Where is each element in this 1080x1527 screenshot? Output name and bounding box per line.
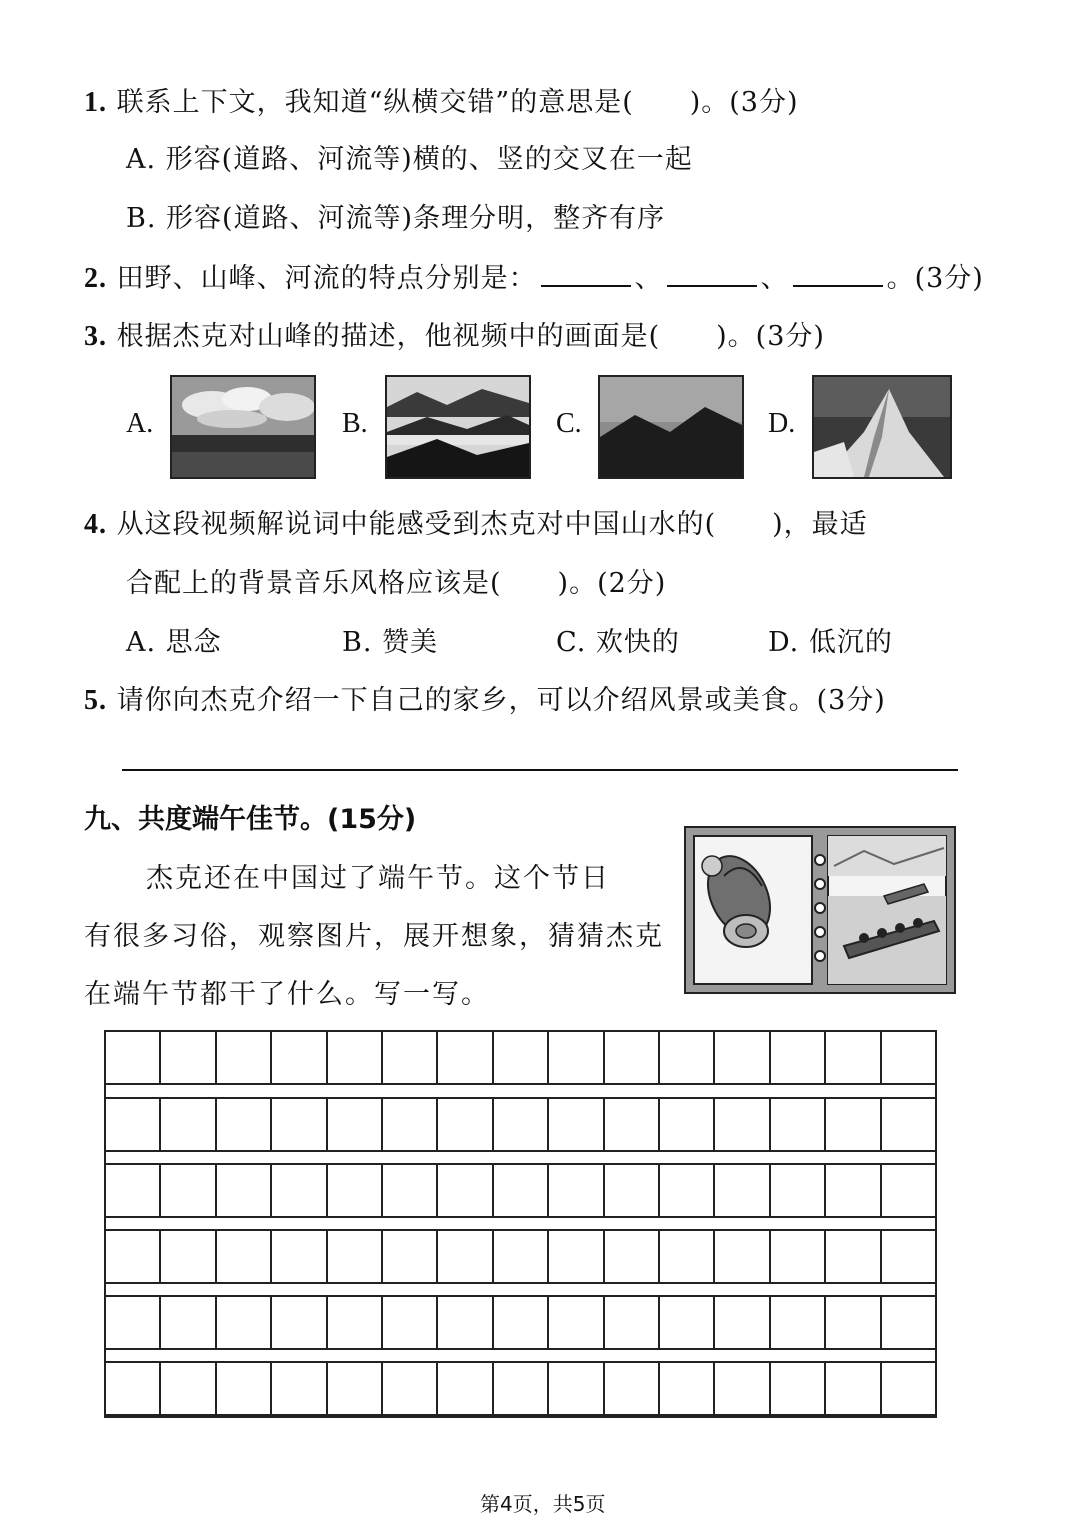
grid-cell[interactable] — [882, 1165, 935, 1216]
grid-cell[interactable] — [771, 1032, 826, 1083]
grid-cell[interactable] — [882, 1363, 935, 1414]
question-4-option-d: D. 低沉的 — [768, 627, 893, 658]
grid-cell[interactable] — [383, 1165, 438, 1216]
grid-cell[interactable] — [882, 1231, 935, 1282]
grid-cell[interactable] — [826, 1231, 881, 1282]
grid-cell[interactable] — [272, 1032, 327, 1083]
grid-cell[interactable] — [438, 1363, 493, 1414]
grid-cell[interactable] — [438, 1099, 493, 1150]
grid-cell[interactable] — [494, 1363, 549, 1414]
grid-cell[interactable] — [494, 1165, 549, 1216]
festival-illustration — [684, 826, 956, 994]
question-3 — [84, 314, 825, 353]
answer-blank-1[interactable] — [541, 263, 631, 287]
question-4-text-1: 从这段视频解说词中能感受到杰克对中国山水的( )，最适 — [116, 509, 868, 540]
grid-cell[interactable] — [494, 1231, 549, 1282]
grid-cell[interactable] — [383, 1363, 438, 1414]
question-4-option-a: A. 思念 — [126, 627, 222, 658]
section-9-title: 九、共度端午佳节。(15分) — [84, 804, 417, 835]
question-2-number: 2. — [84, 263, 107, 294]
option-a-image[interactable] — [170, 375, 316, 479]
grid-cell[interactable] — [217, 1032, 272, 1083]
grid-cell[interactable] — [161, 1032, 216, 1083]
grid-cell[interactable] — [605, 1165, 660, 1216]
grid-cell[interactable] — [882, 1032, 935, 1083]
grid-cell[interactable] — [272, 1099, 327, 1150]
grid-cell[interactable] — [715, 1297, 770, 1348]
grid-cell[interactable] — [660, 1363, 715, 1414]
grid-cell[interactable] — [660, 1297, 715, 1348]
grid-row — [104, 1097, 937, 1152]
passage-line-3: 在端午节都干了什么。写一写。 — [84, 979, 490, 1010]
grid-cell[interactable] — [217, 1231, 272, 1282]
grid-cell[interactable] — [328, 1363, 383, 1414]
option-b-label: B. — [342, 408, 368, 439]
option-d-image[interactable] — [812, 375, 952, 479]
grid-cell[interactable] — [161, 1363, 216, 1414]
grid-cell[interactable] — [826, 1165, 881, 1216]
grid-cell[interactable] — [383, 1099, 438, 1150]
question-2-score: 。(3分) — [886, 263, 984, 294]
question-1-option-a: A. 形容(道路、河流等)横的、竖的交叉在一起 — [126, 144, 693, 175]
grid-cell[interactable] — [715, 1099, 770, 1150]
page-number: 第4页，共5页 — [480, 1492, 606, 1516]
grid-cell[interactable] — [106, 1231, 161, 1282]
question-3-text: 根据杰克对山峰的描述，他视频中的画面是( )。(3分) — [116, 321, 825, 352]
question-1 — [84, 80, 799, 119]
grid-cell[interactable] — [272, 1297, 327, 1348]
grid-cell[interactable] — [660, 1231, 715, 1282]
grid-cell[interactable] — [771, 1297, 826, 1348]
grid-cell[interactable] — [161, 1165, 216, 1216]
grid-cell[interactable] — [715, 1165, 770, 1216]
grid-cell[interactable] — [882, 1099, 935, 1150]
answer-blank-3[interactable] — [793, 263, 883, 287]
grid-cell[interactable] — [106, 1363, 161, 1414]
grid-cell[interactable] — [217, 1363, 272, 1414]
grid-cell[interactable] — [217, 1165, 272, 1216]
grid-cell[interactable] — [106, 1165, 161, 1216]
grid-cell[interactable] — [826, 1297, 881, 1348]
grid-cell[interactable] — [826, 1099, 881, 1150]
grid-row — [104, 1229, 937, 1284]
answer-line[interactable] — [122, 769, 958, 771]
question-1-option-b: B. 形容(道路、河流等)条理分明，整齐有序 — [126, 203, 666, 234]
question-4-option-c: C. 欢快的 — [556, 627, 680, 658]
question-5 — [84, 678, 886, 717]
question-1-number: 1. — [84, 87, 107, 118]
grid-cell[interactable] — [549, 1297, 604, 1348]
grid-row — [104, 1163, 937, 1218]
question-5-number: 5. — [84, 685, 107, 716]
question-4-number: 4. — [84, 509, 107, 540]
grid-cell[interactable] — [771, 1099, 826, 1150]
grid-cell[interactable] — [272, 1165, 327, 1216]
option-c-image[interactable] — [598, 375, 744, 479]
writing-grid — [104, 1030, 937, 1418]
separator-2: 、 — [760, 263, 789, 294]
grid-cell[interactable] — [771, 1165, 826, 1216]
grid-cell[interactable] — [605, 1231, 660, 1282]
question-4-text-2: 合配上的背景音乐风格应该是( )。(2分) — [126, 568, 667, 599]
grid-cell[interactable] — [438, 1032, 493, 1083]
grid-cell[interactable] — [549, 1363, 604, 1414]
passage-line-2: 有很多习俗，观察图片，展开想象，猜猜杰克 — [84, 921, 664, 952]
grid-cell[interactable] — [161, 1231, 216, 1282]
grid-row — [104, 1295, 937, 1350]
grid-cell[interactable] — [106, 1099, 161, 1150]
grid-cell[interactable] — [328, 1032, 383, 1083]
grid-cell[interactable] — [826, 1032, 881, 1083]
grid-cell[interactable] — [161, 1297, 216, 1348]
grid-cell[interactable] — [549, 1165, 604, 1216]
grid-cell[interactable] — [494, 1032, 549, 1083]
option-b-image[interactable] — [385, 375, 531, 479]
grid-cell[interactable] — [217, 1297, 272, 1348]
grid-cell[interactable] — [605, 1297, 660, 1348]
passage-line-1: 杰克还在中国过了端午节。这个节日 — [146, 863, 610, 894]
question-4-option-b: B. 赞美 — [342, 627, 439, 658]
grid-cell[interactable] — [106, 1032, 161, 1083]
grid-cell[interactable] — [771, 1363, 826, 1414]
grid-cell[interactable] — [328, 1231, 383, 1282]
grid-cell[interactable] — [494, 1297, 549, 1348]
grid-cell[interactable] — [771, 1231, 826, 1282]
question-3-number: 3. — [84, 321, 107, 352]
grid-cell[interactable] — [660, 1032, 715, 1083]
grid-cell[interactable] — [660, 1165, 715, 1216]
grid-cell[interactable] — [383, 1297, 438, 1348]
grid-cell[interactable] — [826, 1363, 881, 1414]
separator-1: 、 — [634, 263, 663, 294]
question-1-text: 联系上下文，我知道“纵横交错”的意思是( )。(3分) — [116, 87, 799, 118]
option-a-label: A. — [126, 408, 154, 439]
grid-cell[interactable] — [328, 1165, 383, 1216]
grid-cell[interactable] — [715, 1363, 770, 1414]
grid-cell[interactable] — [549, 1032, 604, 1083]
option-c-label: C. — [556, 408, 582, 439]
grid-cell[interactable] — [383, 1231, 438, 1282]
grid-cell[interactable] — [549, 1231, 604, 1282]
grid-cell[interactable] — [549, 1099, 604, 1150]
grid-cell[interactable] — [494, 1099, 549, 1150]
grid-row — [104, 1030, 937, 1085]
grid-cell[interactable] — [605, 1363, 660, 1414]
question-2 — [84, 256, 984, 295]
grid-cell[interactable] — [272, 1231, 327, 1282]
grid-cell[interactable] — [328, 1099, 383, 1150]
grid-cell[interactable] — [715, 1032, 770, 1083]
grid-cell[interactable] — [383, 1032, 438, 1083]
grid-cell[interactable] — [715, 1231, 770, 1282]
grid-cell[interactable] — [882, 1297, 935, 1348]
grid-row — [104, 1361, 937, 1416]
grid-cell[interactable] — [328, 1297, 383, 1348]
grid-cell[interactable] — [161, 1099, 216, 1150]
grid-cell[interactable] — [438, 1165, 493, 1216]
grid-cell[interactable] — [660, 1099, 715, 1150]
question-5-text: 请你向杰克介绍一下自己的家乡，可以介绍风景或美食。(3分) — [116, 685, 886, 716]
grid-cell[interactable] — [438, 1297, 493, 1348]
grid-cell[interactable] — [605, 1099, 660, 1150]
grid-cell[interactable] — [217, 1099, 272, 1150]
grid-cell[interactable] — [605, 1032, 660, 1083]
option-d-label: D. — [768, 408, 796, 439]
question-4-line1 — [84, 502, 868, 541]
grid-cell[interactable] — [106, 1297, 161, 1348]
grid-cell[interactable] — [272, 1363, 327, 1414]
grid-cell[interactable] — [438, 1231, 493, 1282]
answer-blank-2[interactable] — [667, 263, 757, 287]
question-2-text: 田野、山峰、河流的特点分别是： — [116, 263, 537, 294]
